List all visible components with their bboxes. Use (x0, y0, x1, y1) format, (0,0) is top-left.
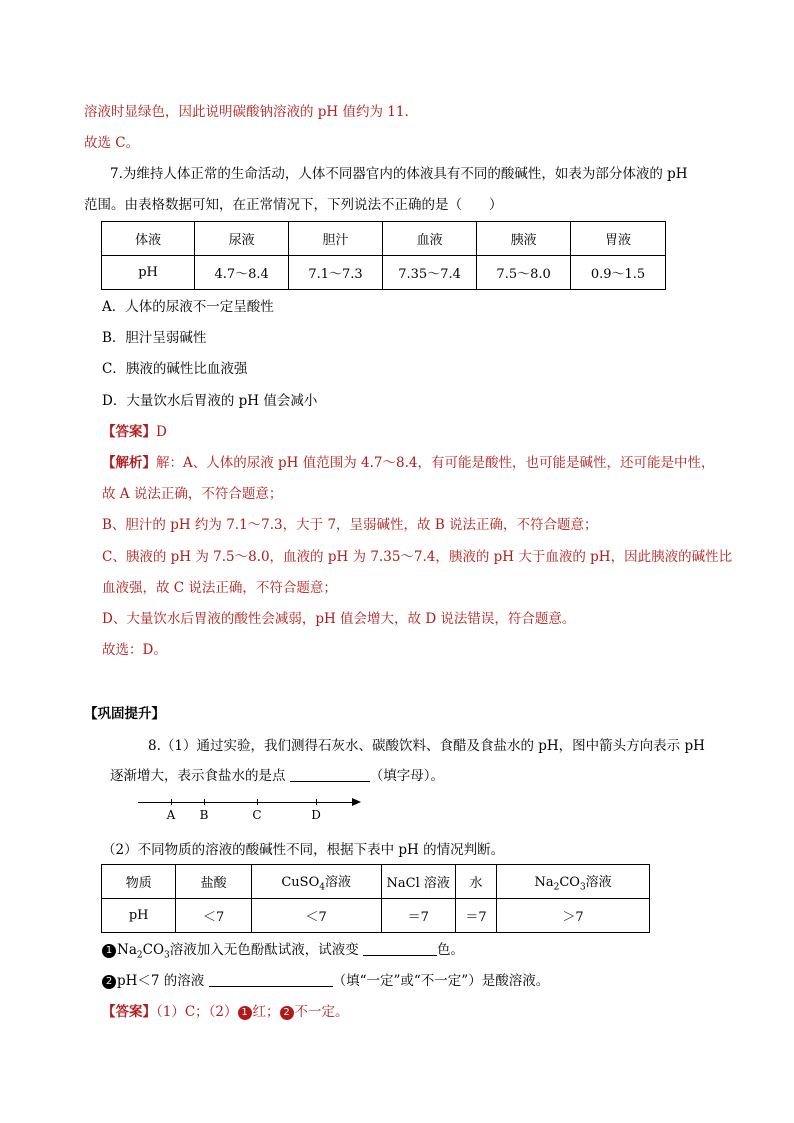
answer-tag: 【答案】 (102, 424, 156, 440)
table-cell: 尿液 (195, 222, 289, 256)
table-cell (497, 865, 650, 899)
q8-part1-line2 (110, 766, 444, 786)
table-cell: ＝7 (381, 899, 455, 933)
answer-text: 不一定。 (294, 1004, 349, 1020)
formula-text: Na (534, 874, 554, 890)
table-cell: 胆汁 (289, 222, 383, 256)
q7-conclusion: 故选：D。 (102, 642, 167, 658)
table-cell: ＞7 (497, 899, 650, 933)
q7-option-d: D．大量饮水后胃液的 pH 值会减小 (102, 393, 318, 409)
formula-text: CO (142, 942, 165, 958)
answer-value: D (156, 424, 167, 440)
table-cell: 0.9～1.5 (571, 256, 666, 290)
point-label-a: A (166, 808, 176, 822)
formula-subscript: 4 (319, 882, 325, 893)
point-label-b: B (199, 808, 209, 822)
table-header-row (102, 222, 666, 256)
answer-text: 红； (252, 1004, 280, 1020)
answer-blank[interactable] (290, 767, 370, 782)
tick-mark (171, 799, 172, 805)
formula-text: 溶液 (324, 874, 351, 890)
answer-blank[interactable] (363, 941, 437, 956)
answer-blank[interactable] (209, 972, 333, 987)
q7-analysis-line5: 血液强，故 C 说法正确，不符合题意； (102, 580, 337, 596)
formula-subscript: 2 (553, 882, 560, 893)
section-title: 【巩固提升】 (84, 706, 165, 722)
table-cell: ＜7 (176, 899, 251, 933)
formula-subscript: 3 (164, 950, 170, 961)
table-cell: 血液 (383, 222, 477, 256)
q7-analysis-line1 (102, 453, 714, 473)
ph-number-line (138, 798, 364, 828)
answer-tag: 【答案】 (102, 1004, 156, 1020)
circled-number-2: 2 (280, 1006, 294, 1020)
tick-mark (257, 799, 258, 805)
table-cell: 体液 (102, 222, 195, 256)
tick-mark (204, 799, 205, 805)
table-cell (251, 865, 381, 899)
table-cell: ＜7 (251, 899, 381, 933)
answer-text: （1）C；（2） (156, 1004, 238, 1020)
q7-answer (102, 422, 167, 442)
q8-answer (102, 1002, 349, 1022)
q7-analysis-line6: D、大量饮水后胃液的酸性会减弱，pH 值会增大，故 D 说法错误，符合题意。 (102, 611, 576, 627)
circled-number-2: 2 (102, 975, 116, 989)
q7-body-fluid-ph-table (101, 221, 666, 290)
prev-conclusion: 故选 C。 (84, 135, 140, 151)
q8-part1-text: 逐渐增大，表示食盐水的是点 (110, 768, 286, 784)
point-label-c: C (252, 808, 262, 822)
circled-number-1: 1 (238, 1006, 252, 1020)
q7-stem-line2: 范围。由表格数据可知，在正常情况下，下列说法不正确的是（ ） (84, 197, 503, 213)
q8-substance-ph-table (101, 864, 650, 933)
analysis-text: 解：A、人体的尿液 pH 值范围为 4.7～8.4，有可能是酸性，也可能是碱性，还可能是中性， (156, 455, 715, 471)
table-cell: 盐酸 (176, 865, 251, 899)
table-cell: 水 (455, 865, 496, 899)
table-cell: 物质 (102, 865, 176, 899)
q7-analysis-line4: C、胰液的 pH 为 7.5～8.0，血液的 pH 为 7.35～7.4，胰液的 pH 大于血液的 pH，因此胰液的碱性比 (102, 549, 733, 565)
q7-option-a: A．人体的尿液不一定呈酸性 (102, 299, 274, 315)
circled-number-1: 1 (102, 944, 116, 958)
formula-text: 溶液 (585, 874, 612, 890)
q8-sub2-text: pH＜7 的溶液 (117, 973, 205, 989)
table-cell: pH (102, 899, 176, 933)
formula-text: CuSO (281, 874, 320, 890)
table-row (102, 256, 666, 290)
arrow-right-icon (352, 798, 361, 806)
q7-option-c: C．胰液的碱性比血液强 (102, 361, 248, 377)
q7-analysis-line2: 故 A 说法正确，不符合题意； (102, 486, 283, 502)
q8-part1-line1: 8.（1）通过实验，我们测得石灰水、碳酸饮料、食醋及食盐水的 pH，图中箭头方向表示 pH (148, 738, 705, 754)
q7-option-b: B．胆汁呈弱碱性 (102, 330, 207, 346)
table-cell: NaCl 溶液 (381, 865, 455, 899)
formula-subscript: 2 (136, 950, 143, 961)
table-cell: 胃液 (571, 222, 666, 256)
table-cell: 7.5～8.0 (477, 256, 571, 290)
formula-text: CO (559, 874, 580, 890)
table-cell: pH (102, 256, 195, 290)
q8-part2-intro: （2）不同物质的溶液的酸碱性不同，根据下表中 pH 的情况判断。 (102, 842, 505, 858)
q8-sub1 (102, 940, 464, 966)
q8-part1-hint: （填字母）。 (369, 768, 445, 784)
analysis-tag: 【解析】 (102, 455, 156, 471)
table-cell: 胰液 (477, 222, 571, 256)
q7-stem-line1: 7.为维持人体正常的生命活动，人体不同器官内的体液具有不同的酸碱性，如表为部分体液的 pH (110, 166, 688, 182)
table-header-row (102, 865, 650, 899)
point-label-d: D (311, 808, 321, 822)
table-row (102, 899, 650, 933)
formula-text: Na (117, 942, 137, 958)
q8-sub2 (102, 971, 549, 991)
table-cell: 7.1～7.3 (289, 256, 383, 290)
tick-mark (316, 799, 317, 805)
table-cell: 4.7～8.4 (195, 256, 289, 290)
formula-subscript: 3 (579, 882, 586, 893)
q7-analysis-line3: B、胆汁的 pH 约为 7.1～7.3，大于 7，呈弱碱性，故 B 说法正确，不符合题意； (102, 517, 598, 533)
q8-sub1-text: 溶液加入无色酚酞试液，试液变 (169, 942, 359, 958)
q8-sub1-end: 色。 (437, 942, 465, 958)
table-cell: 7.35～7.4 (383, 256, 477, 290)
q8-sub2-hint: （填“一定”或“不一定”）是酸溶液。 (332, 973, 550, 989)
table-cell: ＝7 (455, 899, 496, 933)
prev-explanation-end: 溶液时显绿色，因此说明碳酸钠溶液的 pH 值约为 11. (84, 104, 409, 120)
